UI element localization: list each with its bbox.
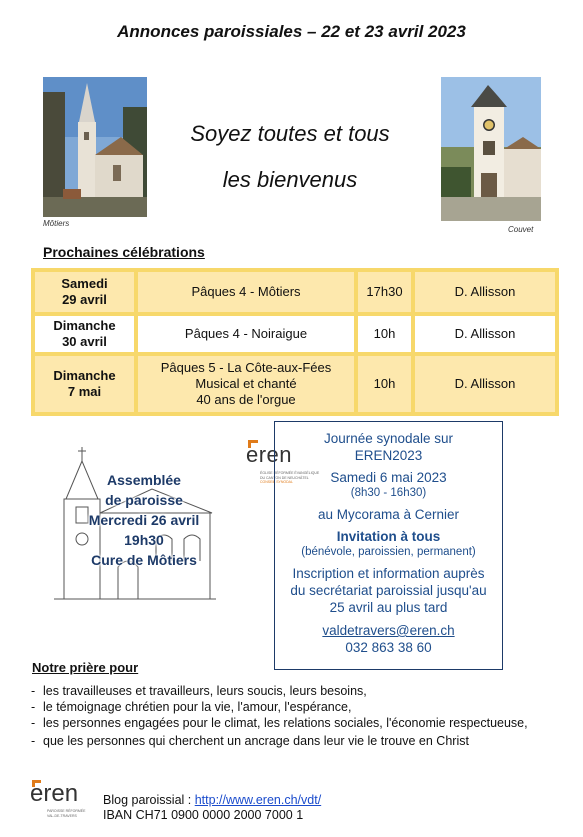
welcome-message bbox=[165, 111, 415, 203]
list-item: - le témoignage chrétien pour la vie, l'amour, l'espérance, bbox=[31, 699, 551, 715]
table-row bbox=[33, 314, 557, 354]
celebrations-heading: Prochaines célébrations bbox=[43, 244, 205, 260]
synod-info: 25 avril au plus tard bbox=[329, 600, 448, 615]
synod-phone: 032 863 38 60 bbox=[345, 640, 432, 655]
parish-logo-line: PAROISSE RÉFORMÉE bbox=[47, 809, 86, 813]
celebration-service bbox=[136, 354, 356, 414]
celebration-minister: D. Allisson bbox=[413, 270, 557, 314]
assembly-line: Assemblée bbox=[107, 472, 181, 488]
celebration-day-cell bbox=[33, 314, 136, 354]
eren-logo-line: DU CANTON DE NEUCHÂTEL bbox=[260, 475, 309, 480]
synod-hours: (8h30 - 16h30) bbox=[350, 487, 427, 499]
table-row bbox=[33, 354, 557, 414]
service-line: 40 ans de l'orgue bbox=[196, 392, 296, 407]
page-title: Annonces paroissiales – 22 et 23 avril 2023 bbox=[117, 22, 466, 41]
assembly-line: Cure de Môtiers bbox=[91, 552, 197, 568]
celebration-time: 17h30 bbox=[356, 270, 413, 314]
synod-title: EREN2023 bbox=[354, 448, 423, 463]
synod-email-link[interactable]: valdetravers@eren.ch bbox=[322, 623, 455, 638]
parish-logo bbox=[30, 780, 96, 820]
prayer-list bbox=[31, 683, 551, 749]
service-line: Pâques 4 - Môtiers bbox=[191, 284, 301, 299]
synod-place: au Mycorama à Cernier bbox=[317, 507, 460, 522]
celebration-date: 7 mai bbox=[67, 384, 102, 399]
couvet-church-photo bbox=[441, 77, 541, 221]
celebration-day-cell bbox=[33, 270, 136, 314]
iban: IBAN CH71 0900 0000 2000 7000 1 bbox=[103, 808, 304, 822]
prayer-heading: Notre prière pour bbox=[32, 660, 139, 675]
synod-date: Samedi 6 mai 2023 bbox=[330, 470, 447, 485]
celebration-service bbox=[136, 314, 356, 354]
assembly-line: de paroisse bbox=[105, 492, 183, 508]
celebration-day: Dimanche bbox=[53, 318, 116, 333]
assembly-line: Mercredi 26 avril bbox=[88, 512, 200, 528]
list-item: - que les personnes qui cherchent un ancrage dans leur vie le trouve en Christ bbox=[31, 733, 551, 749]
synod-day-box bbox=[274, 421, 503, 670]
celebrations-table bbox=[31, 268, 559, 416]
couvet-caption: Couvet bbox=[508, 225, 534, 234]
assembly-line: 19h30 bbox=[124, 532, 164, 548]
table-row bbox=[33, 270, 557, 314]
celebration-minister: D. Allisson bbox=[413, 314, 557, 354]
synod-title: Journée synodale sur bbox=[323, 431, 454, 446]
eren-logo-line: CONSEIL SYNODAL bbox=[260, 480, 293, 484]
service-line: Pâques 4 - Noiraigue bbox=[184, 326, 308, 341]
service-line: Pâques 5 - La Côte-aux-Fées bbox=[160, 360, 332, 375]
eren-wordmark: eren bbox=[246, 442, 293, 467]
celebration-minister: D. Allisson bbox=[413, 354, 557, 414]
welcome-line-1: Soyez toutes et tous bbox=[190, 121, 390, 146]
motiers-church-photo bbox=[43, 77, 147, 217]
footer-info bbox=[103, 793, 321, 823]
motiers-caption: Môtiers bbox=[43, 219, 70, 228]
synod-info: Inscription et information auprès bbox=[292, 566, 485, 581]
synod-invitation: Invitation à tous bbox=[336, 529, 441, 544]
celebration-date: 29 avril bbox=[62, 292, 107, 307]
blog-label: Blog paroissial : bbox=[103, 793, 195, 807]
list-item: - les travailleuses et travailleurs, leurs soucis, leurs besoins, bbox=[31, 683, 551, 699]
welcome-line-2: les bienvenus bbox=[222, 167, 358, 192]
celebration-service bbox=[136, 270, 356, 314]
synod-info: du secrétariat paroissial jusqu'au bbox=[290, 583, 487, 598]
eren-logo-line: ÉGLISE RÉFORMÉE ÉVANGÉLIQUE bbox=[260, 471, 320, 475]
synod-invitation-detail: (bénévole, paroissien, permanent) bbox=[301, 546, 476, 558]
celebration-day: Dimanche bbox=[53, 368, 116, 383]
list-item: - les personnes engagées pour le climat, les relations sociales, l'économie respectueuse, bbox=[31, 715, 551, 731]
service-line: Musical et chanté bbox=[195, 376, 297, 391]
blog-link[interactable]: http://www.eren.ch/vdt/ bbox=[194, 793, 322, 807]
celebration-time: 10h bbox=[356, 354, 413, 414]
celebration-date: 30 avril bbox=[62, 334, 107, 349]
assembly-notice bbox=[56, 470, 232, 570]
parish-logo-line: VAL-DE-TRAVERS bbox=[47, 813, 77, 818]
celebration-day: Samedi bbox=[61, 276, 108, 291]
celebration-time: 10h bbox=[356, 314, 413, 354]
celebration-day-cell bbox=[33, 354, 136, 414]
parish-logo-wordmark: eren bbox=[30, 780, 79, 807]
